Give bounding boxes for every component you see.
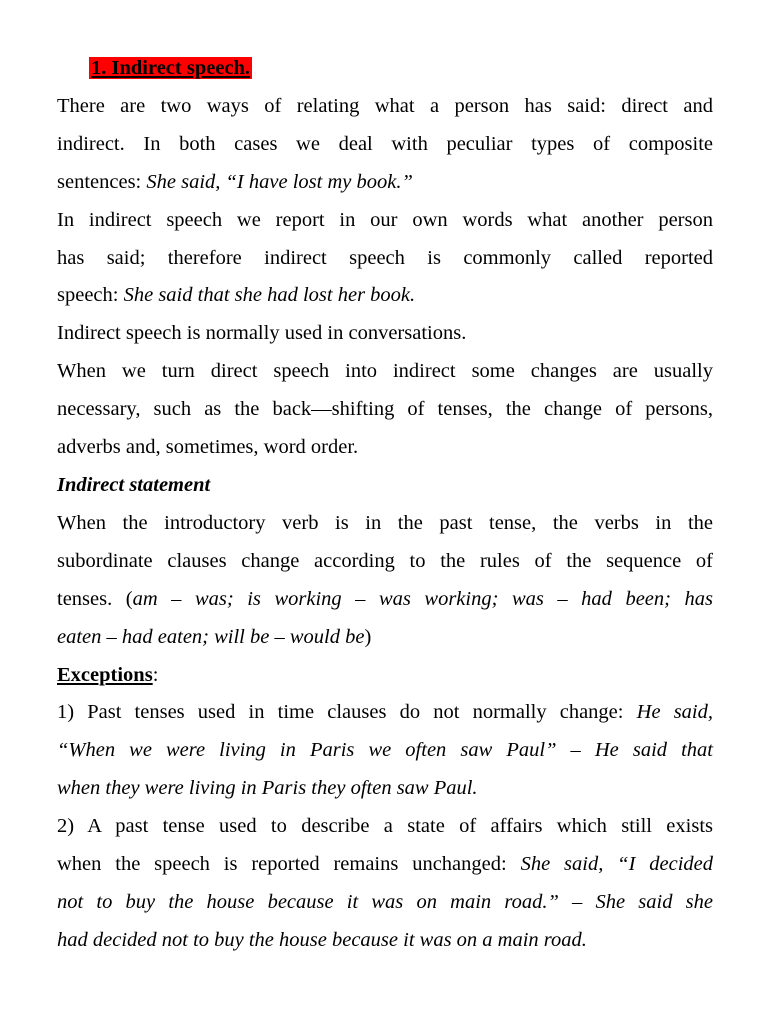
- exceptions-label: Exceptions: [57, 663, 153, 686]
- text-line: indirect. In both cases we deal with peculiar types of composite: [57, 132, 713, 155]
- example-text: eaten – had eaten; will be – would be: [57, 625, 365, 648]
- text-line: When we turn direct speech into indirect some changes are usually: [57, 360, 713, 383]
- text-segment: speech:: [57, 284, 124, 307]
- text-line: had decided not to buy the house because it was on a main road.: [57, 928, 587, 951]
- heading-row: [89, 50, 713, 88]
- text-line: In indirect speech we report in our own words what another person: [57, 208, 713, 231]
- text-segment: :: [152, 663, 159, 686]
- text-segment: when the speech is reported remains unchanged:: [57, 853, 521, 876]
- example-text: She said, “I have lost my book.”: [146, 170, 413, 193]
- text-line: [57, 694, 713, 732]
- example-text: He said,: [636, 701, 713, 724]
- text-line: [57, 619, 713, 657]
- text-line: subordinate clauses change according to the rules of the sequence of: [57, 549, 713, 572]
- exception-2: [57, 808, 713, 960]
- paragraph-reported-speech: [57, 202, 713, 316]
- example-text: am – was; is working – was working; was – had been; has: [132, 587, 713, 610]
- text-line: [57, 277, 713, 315]
- text-line: adverbs and, sometimes, word order.: [57, 436, 359, 459]
- text-line: not to buy the house because it was on main road.” – She said she: [57, 890, 713, 913]
- example-text: She said, “I decided: [520, 853, 713, 876]
- exceptions-row: [57, 657, 713, 695]
- subheading-row: [57, 467, 713, 505]
- text-line: [57, 846, 713, 884]
- paragraph-ways-of-relating: [57, 88, 713, 202]
- document-page: [57, 50, 713, 960]
- text-line: There are two ways of relating what a person has said: direct and: [57, 94, 713, 117]
- text-line: “When we were living in Paris we often saw Paul” – He said that: [57, 739, 713, 762]
- text-segment: sentences:: [57, 170, 147, 193]
- text-line: [57, 581, 713, 619]
- text-line: Indirect speech is normally used in conversations.: [57, 322, 467, 345]
- text-line: when they were living in Paris they often saw Paul.: [57, 777, 478, 800]
- text-segment: 1) Past tenses used in time clauses do not normally change:: [57, 701, 637, 724]
- text-line: has said; therefore indirect speech is commonly called reported: [57, 246, 713, 269]
- text-line: 2) A past tense used to describe a state of affairs which still exists: [57, 815, 713, 838]
- text-line: [57, 164, 713, 202]
- subheading-indirect-statement: Indirect statement: [57, 473, 211, 496]
- paragraph-sequence-of-tenses: [57, 505, 713, 657]
- text-line: When the introductory verb is in the past tense, the verbs in the: [57, 511, 713, 534]
- exception-1: [57, 694, 713, 808]
- paragraph-changes: [57, 353, 713, 467]
- section-heading: 1. Indirect speech.: [91, 57, 251, 79]
- text-line: [57, 657, 713, 695]
- text-segment: ): [364, 625, 372, 648]
- text-segment: tenses. (: [57, 587, 133, 610]
- paragraph-conversations: [57, 315, 713, 353]
- example-text: She said that she had lost her book.: [123, 284, 416, 307]
- text-line: necessary, such as the back—shifting of tenses, the change of persons,: [57, 398, 713, 421]
